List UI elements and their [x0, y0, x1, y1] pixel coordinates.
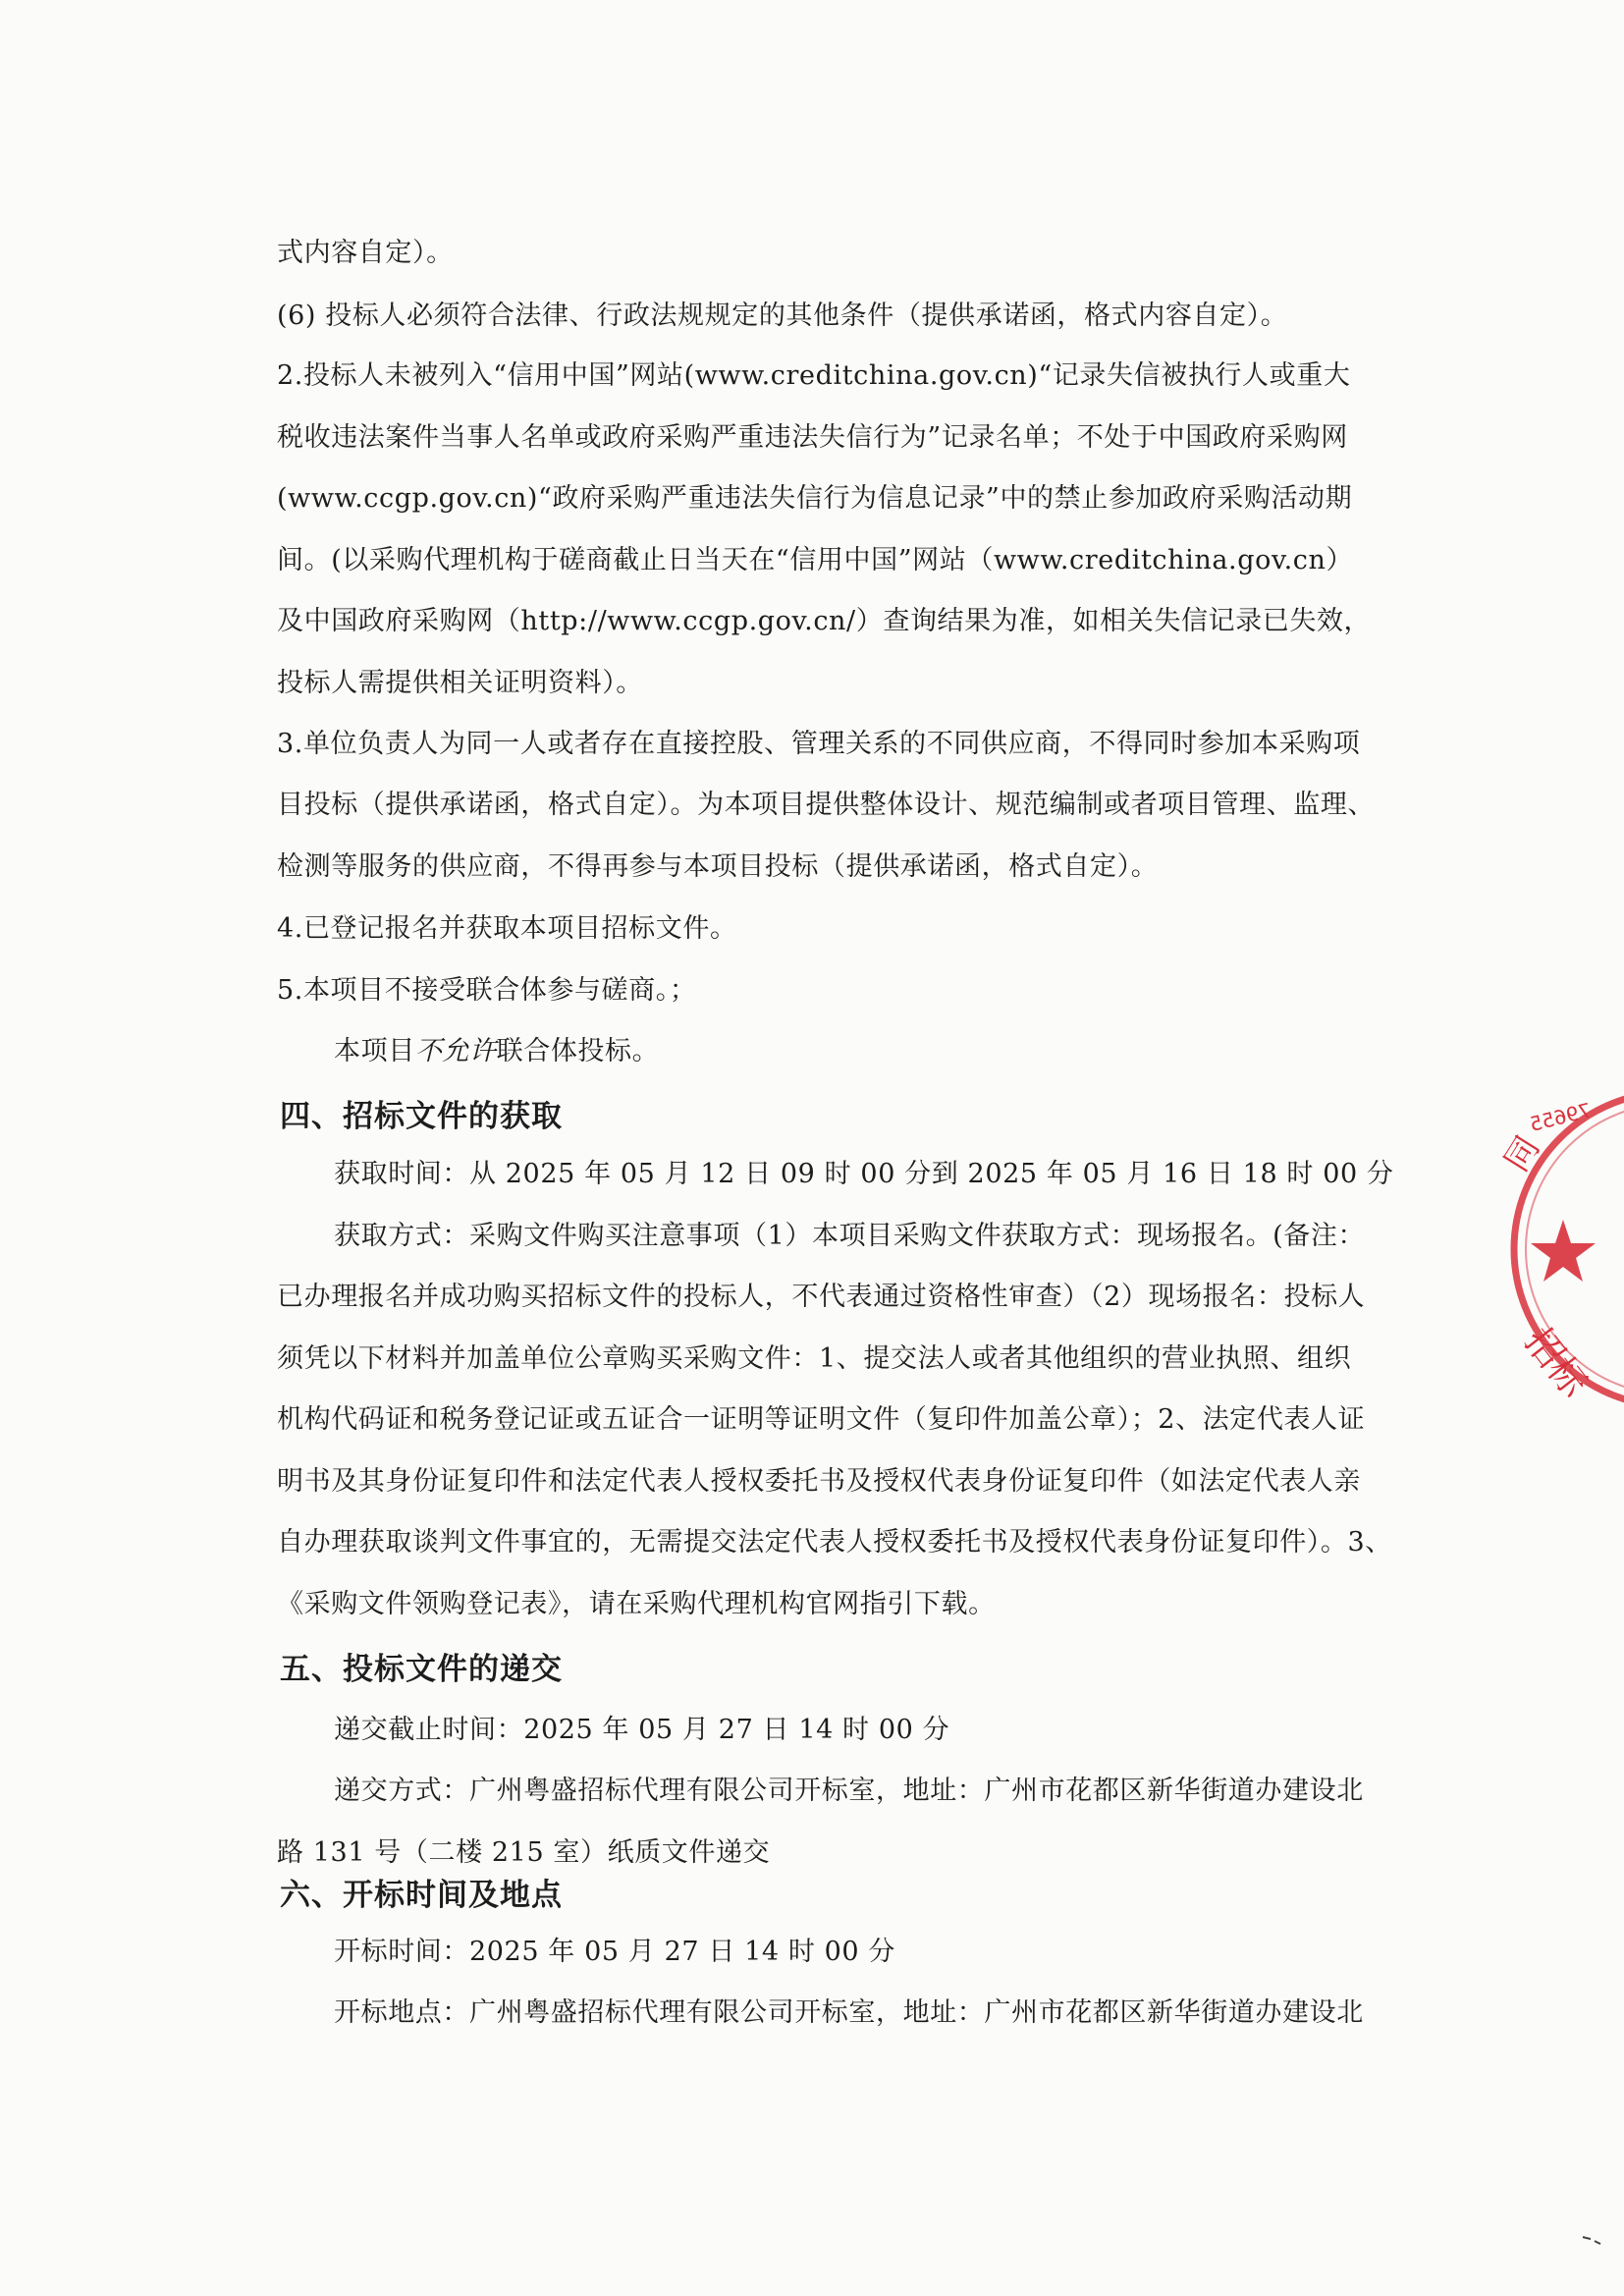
text-line: 2.投标人未被列入“信用中国”网站(www.creditchina.gov.cn)“记录失信被执行人或重大 — [277, 360, 1351, 391]
acquire-time: 获取时间：从 2025 年 05 月 12 日 09 时 00 分到 2025 年 05 月 16 日 18 时 00 分 — [334, 1159, 1394, 1189]
seal-digits: 79655 — [1527, 1098, 1594, 1136]
text-line: 检测等服务的供应商，不得再参与本项目投标（提供承诺函，格式自定）。 — [277, 851, 1159, 882]
text-line: 税收违法案件当事人名单或政府采购严重违法失信行为”记录名单；不处于中国政府采购网 — [277, 422, 1348, 453]
company-seal-stamp — [1496, 1082, 1624, 1416]
acquire-method-line: 机构代码证和税务登记证或五证合一证明等证明文件（复印件加盖公章）；2、法定代表人证 — [277, 1404, 1366, 1435]
text-line: 3.单位负责人为同一人或者存在直接控股、管理关系的不同供应商，不得同时参加本采购项 — [277, 729, 1361, 759]
seal-star-icon — [1531, 1220, 1596, 1282]
seal-top-text: 同 — [1496, 1129, 1548, 1179]
consortium-emphasis: 不允许 — [414, 1036, 497, 1066]
consortium-prefix: 本项目 — [334, 1036, 415, 1066]
text-line: 目投标（提供承诺函，格式自定）。为本项目提供整体设计、规范编制或者项目管理、监理、 — [277, 790, 1376, 820]
text-line: 5.本项目不接受联合体参与磋商。； — [277, 975, 697, 1006]
scan-speck — [1581, 2229, 1604, 2247]
text-line: 投标人需提供相关证明资料）。 — [277, 668, 643, 698]
section-heading-6: 六、开标时间及地点 — [280, 1878, 563, 1913]
seal-bottom-text: 招标 — [1516, 1319, 1597, 1405]
acquire-method-line: 已办理报名并成功购买招标文件的投标人，不代表通过资格性审查）（2）现场报名：投标人 — [277, 1282, 1366, 1312]
consortium-note — [334, 1030, 1367, 1073]
text-line: 及中国政府采购网（http://www.ccgp.gov.cn/）查询结果为准，如相关失信记录已失效， — [277, 606, 1372, 636]
acquire-method-line: 《采购文件领购登记表》，请在采购代理机构官网指引下载。 — [277, 1589, 996, 1619]
text-line: 式内容自定）。 — [277, 238, 454, 268]
submit-method-line: 递交方式：广州粤盛招标代理有限公司开标室，地址：广州市花都区新华街道办建设北 — [334, 1776, 1364, 1806]
acquire-method-line: 明书及其身份证复印件和法定代表人授权委托书及授权代表身份证复印件（如法定代表人亲 — [277, 1466, 1361, 1497]
text-line: 间。(以采购代理机构于磋商截止日当天在“信用中国”网站（www.creditchina.gov.cn） — [277, 545, 1354, 575]
section-heading-4: 四、招标文件的获取 — [280, 1099, 563, 1134]
acquire-method-line: 须凭以下材料并加盖单位公章购买采购文件：1、提交法人或者其他组织的营业执照、组织 — [277, 1343, 1352, 1374]
opening-time: 开标时间：2025 年 05 月 27 日 14 时 00 分 — [334, 1937, 895, 1967]
acquire-method-line: 获取方式：采购文件购买注意事项（1）本项目采购文件获取方式：现场报名。(备注： — [334, 1221, 1366, 1251]
consortium-suffix: 联合体投标。 — [496, 1036, 660, 1066]
submit-method-line: 路 131 号（二楼 215 室）纸质文件递交 — [277, 1837, 771, 1868]
opening-place: 开标地点：广州粤盛招标代理有限公司开标室，地址：广州市花都区新华街道办建设北 — [334, 1997, 1364, 2028]
text-line: (www.ccgp.gov.cn)“政府采购严重违法失信行为信息记录”中的禁止参加政府采购活动期 — [277, 483, 1353, 514]
submit-deadline: 递交截止时间：2025 年 05 月 27 日 14 时 00 分 — [334, 1715, 950, 1745]
text-line: 4.已登记报名并获取本项目招标文件。 — [277, 913, 737, 944]
acquire-method-line: 自办理获取谈判文件事宜的，无需提交法定代表人授权委托书及授权代表身份证复印件）。3、 — [277, 1527, 1392, 1558]
text-line: (6) 投标人必须符合法律、行政法规规定的其他条件（提供承诺函，格式内容自定）。 — [277, 301, 1288, 331]
section-heading-5: 五、投标文件的递交 — [280, 1652, 563, 1687]
